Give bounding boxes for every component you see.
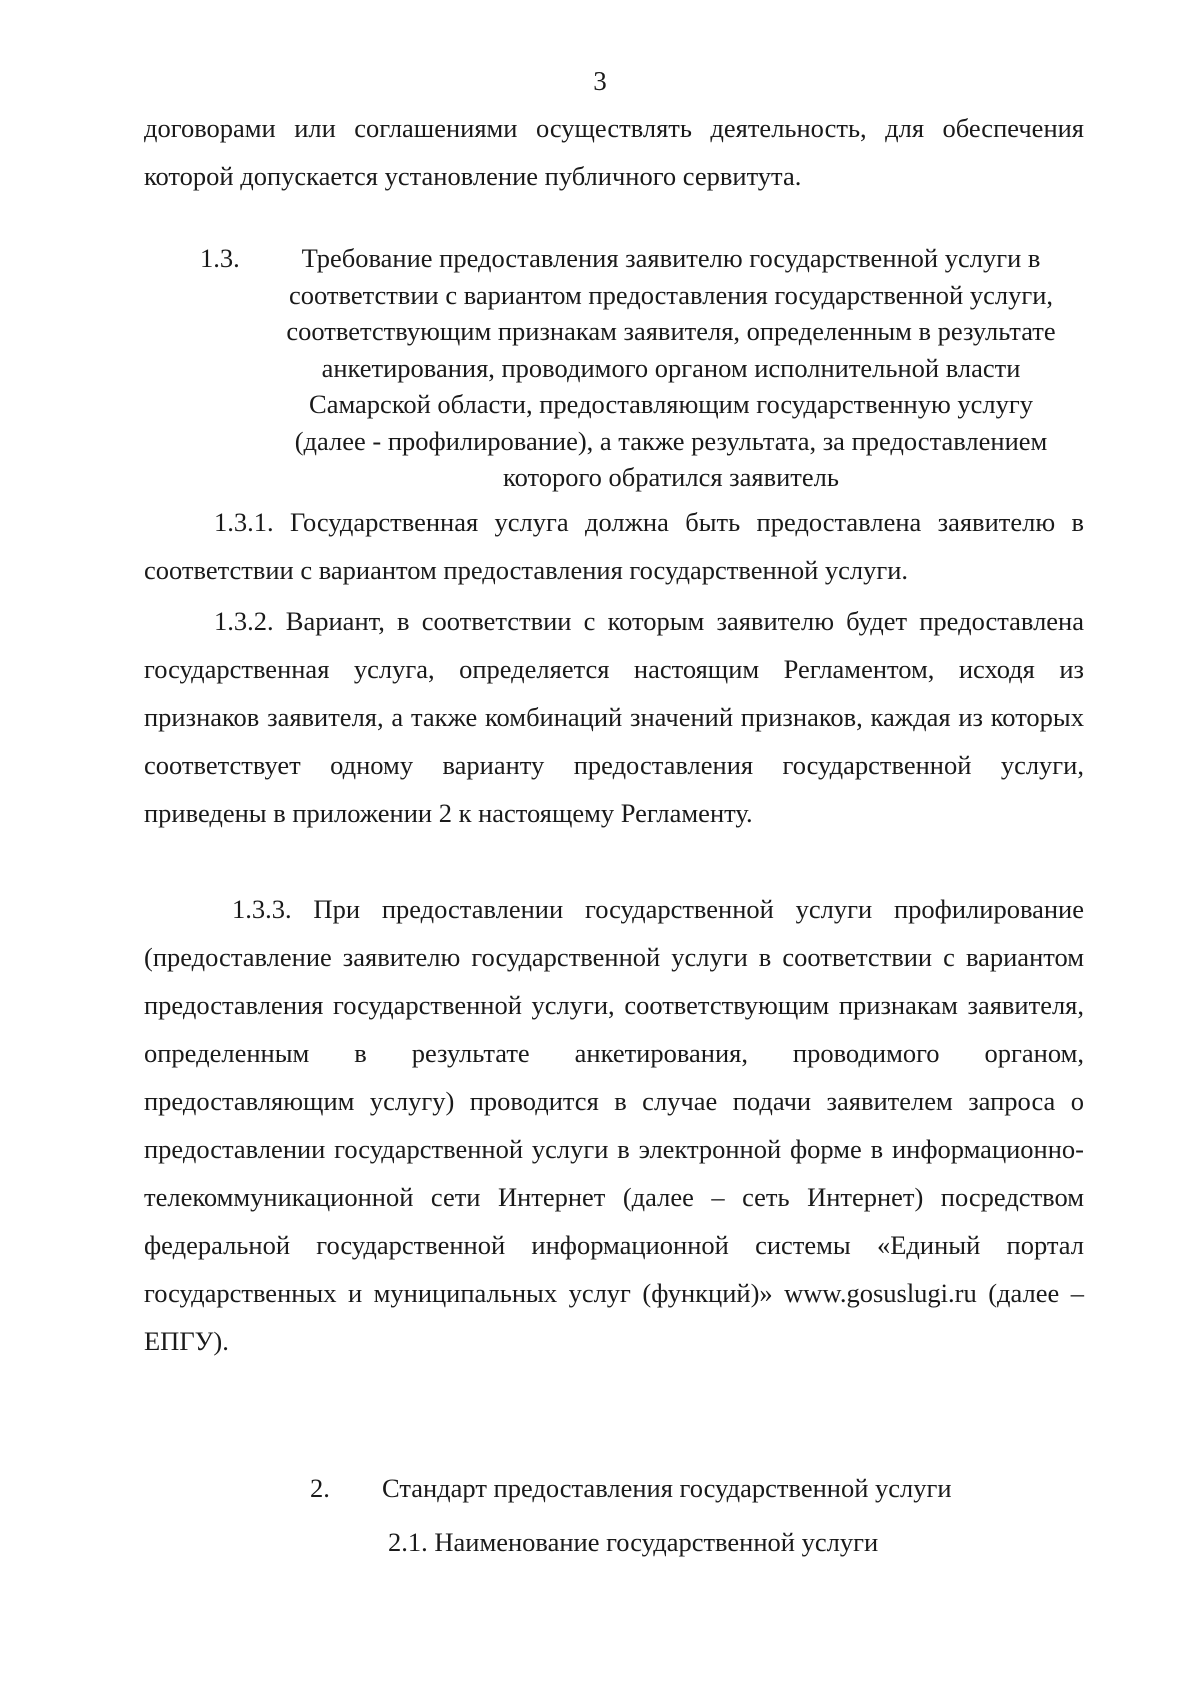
intro-paragraph-text: договорами или соглашениями осуществлять деятельность, для обеспечения которой допускается установление публичного сервитута. [144, 113, 1084, 191]
section-1-3-number: 1.3. [200, 243, 240, 273]
section-2-heading [310, 1470, 952, 1506]
page-number: 3 [593, 66, 607, 96]
paragraph-1-3-2-text: 1.3.2. Вариант, в соответствии с которым заявителю будет предоставлена государственная услуга, определяется настоящим Регламентом, исходя из признаков заявителя, а также комбинаций значений признаков, каждая из которых соответствует одному варианту предоставления государственной услуги, приведены в приложении 2 к настоящему Регламенту. [144, 606, 1084, 828]
intro-paragraph [144, 104, 1084, 200]
section-1-3-title: Требование предоставления заявителю государственной услуги в соответствии с вариантом предоставления государственной услуги, соответствующим признакам заявителя, определенным в результате анкетирования, проводимого органом исполнительной власти Самарской области, предоставляющим государственную услугу (далее - профилирование), а также результата, за предоставлением которого обратился заявитель [286, 243, 1056, 492]
paragraph-1-3-3-text: 1.3.3. При предоставлении государственной услуги профилирование (предоставление заявителю государственной услуги в соответствии с вариантом предоставления государственной услуги, соответствующим признакам заявителя, определенным в результате анкетирования, проводимого органом, предоставляющим услугу) проводится в случае подачи заявителем запроса о предоставлении государственной услуги в электронной форме в информационно-телекоммуникационной сети Интернет (далее – сеть Интернет) посредством федеральной государственной информационной системы «Единый портал государственных и муниципальных услуг (функций)» www.gosuslugi.ru (далее – ЕПГУ). [144, 894, 1084, 1356]
section-1-3-heading [200, 240, 1070, 496]
paragraph-1-3-2 [144, 597, 1084, 837]
paragraph-1-3-1-text: 1.3.1. Государственная услуга должна быть предоставлена заявителю в соответствии с вариантом предоставления государственной услуги. [144, 507, 1084, 585]
paragraph-1-3-1 [144, 498, 1084, 594]
section-2-title: Стандарт предоставления государственной услуги [382, 1473, 952, 1503]
section-2-1-heading [388, 1524, 878, 1560]
section-2-1-title: 2.1. Наименование государственной услуги [388, 1527, 879, 1557]
section-2-number: 2. [310, 1473, 330, 1503]
paragraph-1-3-3 [144, 885, 1084, 1365]
